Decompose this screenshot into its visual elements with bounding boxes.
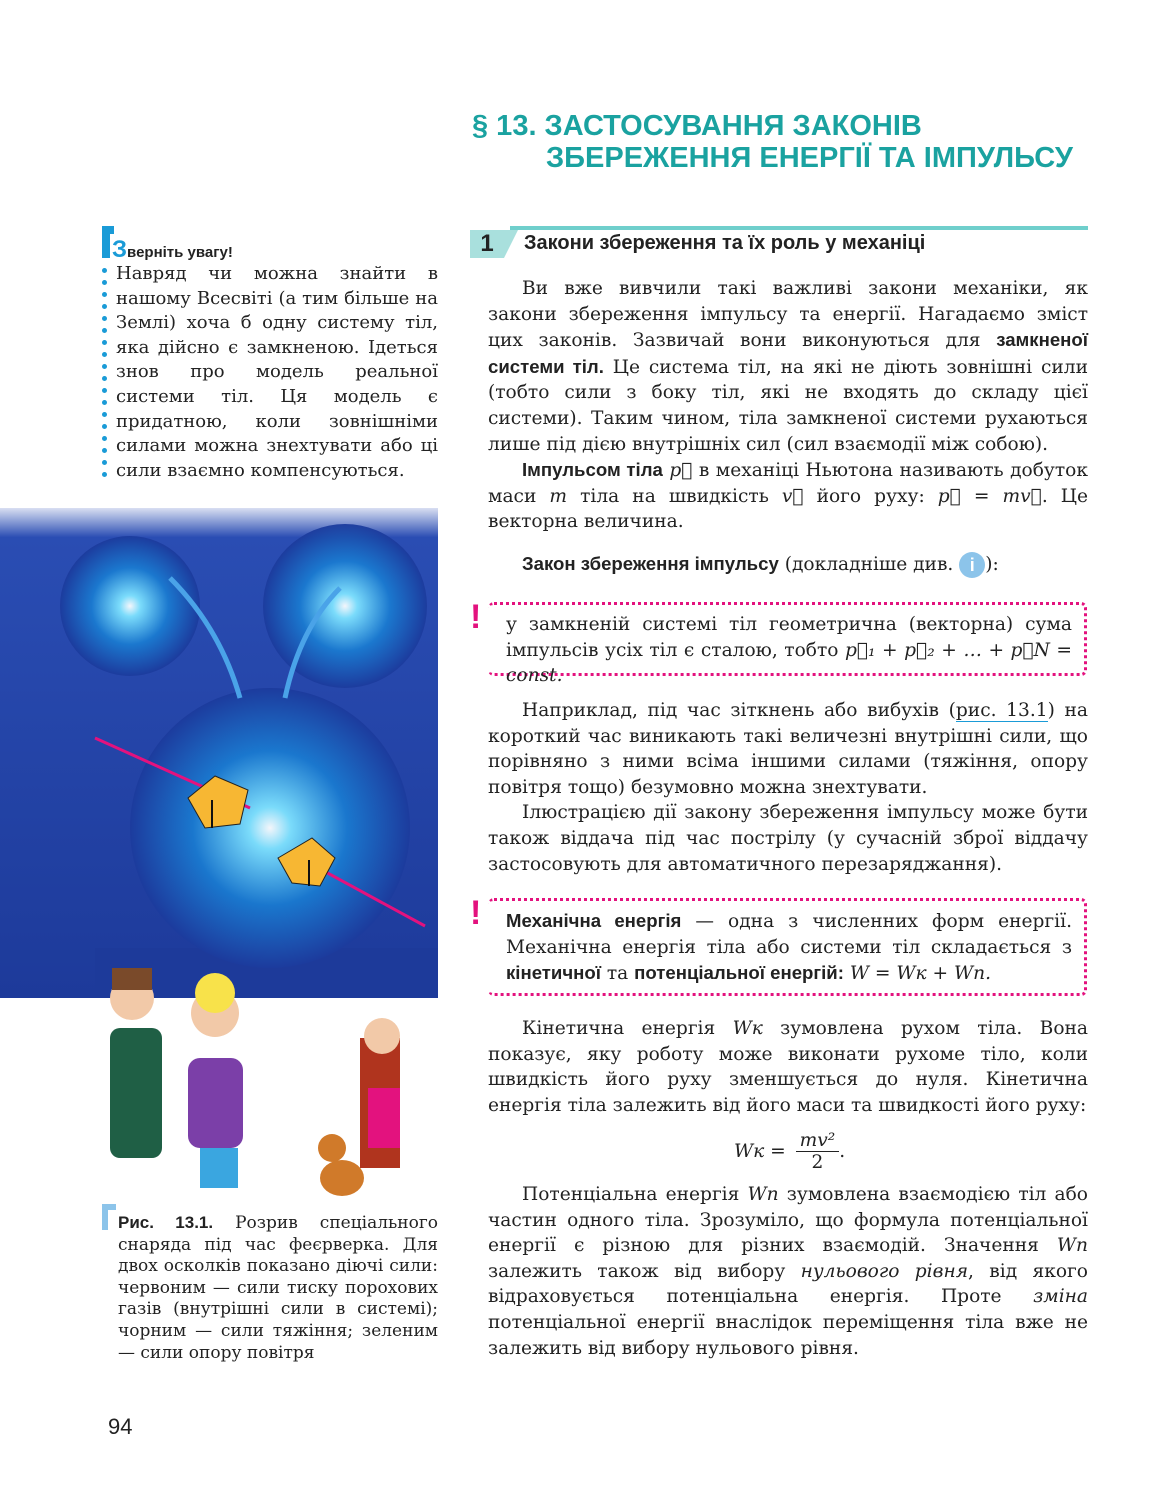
section-header bbox=[470, 226, 1088, 260]
paragraph-momentum: Імпульсом тіла p⃗ в механіці Ньютона називають добуток маси m тіла на швидкість v⃗ його руху: p⃗ = mv⃗. Це векторна величина. bbox=[488, 459, 1088, 533]
paragraph-closed-system: Ви вже вивчили такі важливі закони механіки, як закони збереження імпульсу та енергії. Нагадаємо зміст цих законів. Зазвичай вони виконуються для замкненої системи тіл. Це система тіл, на які не діють зовнішні сили (тобто сили з боку тіл, які не входять до складу цієї системи). Таким чином, тіла замкненої системи рухаються лише під дією внутрішніх сил (сил взаємодії між собою). bbox=[488, 278, 1088, 455]
paragraph-potential: Потенціальна енергія Wп зумовлена взаємодією тіл або частин одного тіла. Зрозуміло, що формула потенціальної енергії є різною для різних взаємодій. Значення Wп залежить також від вибору нульового рівня, від якого відраховується потенціальна енергія. Проте зміна потенціальної енергії внаслідок переміщення тіла вже не залежить від вибору нульового рівня. bbox=[488, 1184, 1088, 1359]
chapter-title bbox=[472, 110, 1073, 174]
note-title: Зверніть увагу! bbox=[112, 236, 233, 263]
main-text-2 bbox=[488, 698, 1088, 877]
paragraph-recoil: Ілюстрацією дії закону збереження імпульсу може бути також віддача під час пострілу (у сучасній зброї віддачу застосовують для автоматичного перезаряджання). bbox=[488, 802, 1088, 875]
title-line-1: § 13. ЗАСТОСУВАННЯ ЗАКОНІВ bbox=[472, 110, 922, 142]
figure-13-1 bbox=[0, 508, 438, 1198]
fireworks-illustration bbox=[0, 508, 438, 1198]
note-text: Навряд чи можна знайти в нашому Всесвіті (а тим більше на Землі) хоча б одну систему тіл, яка дійсно є замкненою. Ідеться знов про модель реальної системи тіл. Ця модель є придатною, коли зовнішніми силами можна знехтувати або ці сили взаємно компенсуються. bbox=[116, 263, 438, 481]
title-line-2: ЗБЕРЕЖЕННЯ ЕНЕРГІЇ ТА ІМПУЛЬСУ bbox=[546, 142, 1073, 174]
paragraph-kinetic: Кінетична енергія Wк зумовлена рухом тіла. Вона показує, яку роботу може виконати рухоме тіло, коли швидкість його руху зменшується до нуля. Кінетична енергія тіла залежить від його маси та швидкості його руху: bbox=[488, 1018, 1088, 1116]
exclamation-icon: ! bbox=[470, 598, 482, 636]
law-box-text: у замкненій системі тіл геометрична (векторна) сума імпульсів усіх тіл є сталою, тобто p⃗₁ + p⃗₂ + … + p⃗N = const. bbox=[506, 614, 1072, 687]
main-text-4 bbox=[488, 1182, 1088, 1361]
energy-box-text: Механічна енергія — одна з численних форм енергії. Механічна енергія тіла або системи тіл складається з кінетичної та потенціальної енергій: W = Wк + Wп. bbox=[506, 910, 1072, 985]
info-icon[interactable]: i bbox=[959, 552, 985, 578]
caption-marker bbox=[102, 1204, 118, 1234]
kinetic-formula: Wк = $\frac{\text{mv²}}{2}$ . bbox=[734, 1130, 846, 1173]
law-heading: Закон збереження імпульсу (докладніше див. i ): bbox=[522, 552, 999, 578]
section-heading: Закони збереження та їх роль у механіці bbox=[524, 232, 926, 254]
section-number: 1 bbox=[470, 230, 504, 258]
figure-caption: Рис. 13.1. Розрив спеціального снаряда під час феєрверка. Для двох осколків показано діючі сили: червоним — сили тиску порохових газів (внутрішні сили в системі); чорним — сили тяжіння; зеленим — сили опору повітря bbox=[118, 1213, 438, 1363]
main-text-3 bbox=[488, 1016, 1088, 1118]
exclamation-icon-2: ! bbox=[470, 894, 482, 932]
page-number: 94 bbox=[108, 1414, 133, 1439]
section-rule bbox=[510, 226, 1088, 230]
main-text-1 bbox=[488, 276, 1088, 535]
figure-link[interactable]: рис. 13.1 bbox=[955, 700, 1048, 721]
paragraph-explosions: Наприклад, під час зіткнень або вибухів (рис. 13.1) на короткий час виникають такі величезні внутрішні сили, що порівняно з ними всіма іншими силами (тяжіння, опору повітря тощо) безумовно можна знехтувати. bbox=[488, 700, 1088, 798]
